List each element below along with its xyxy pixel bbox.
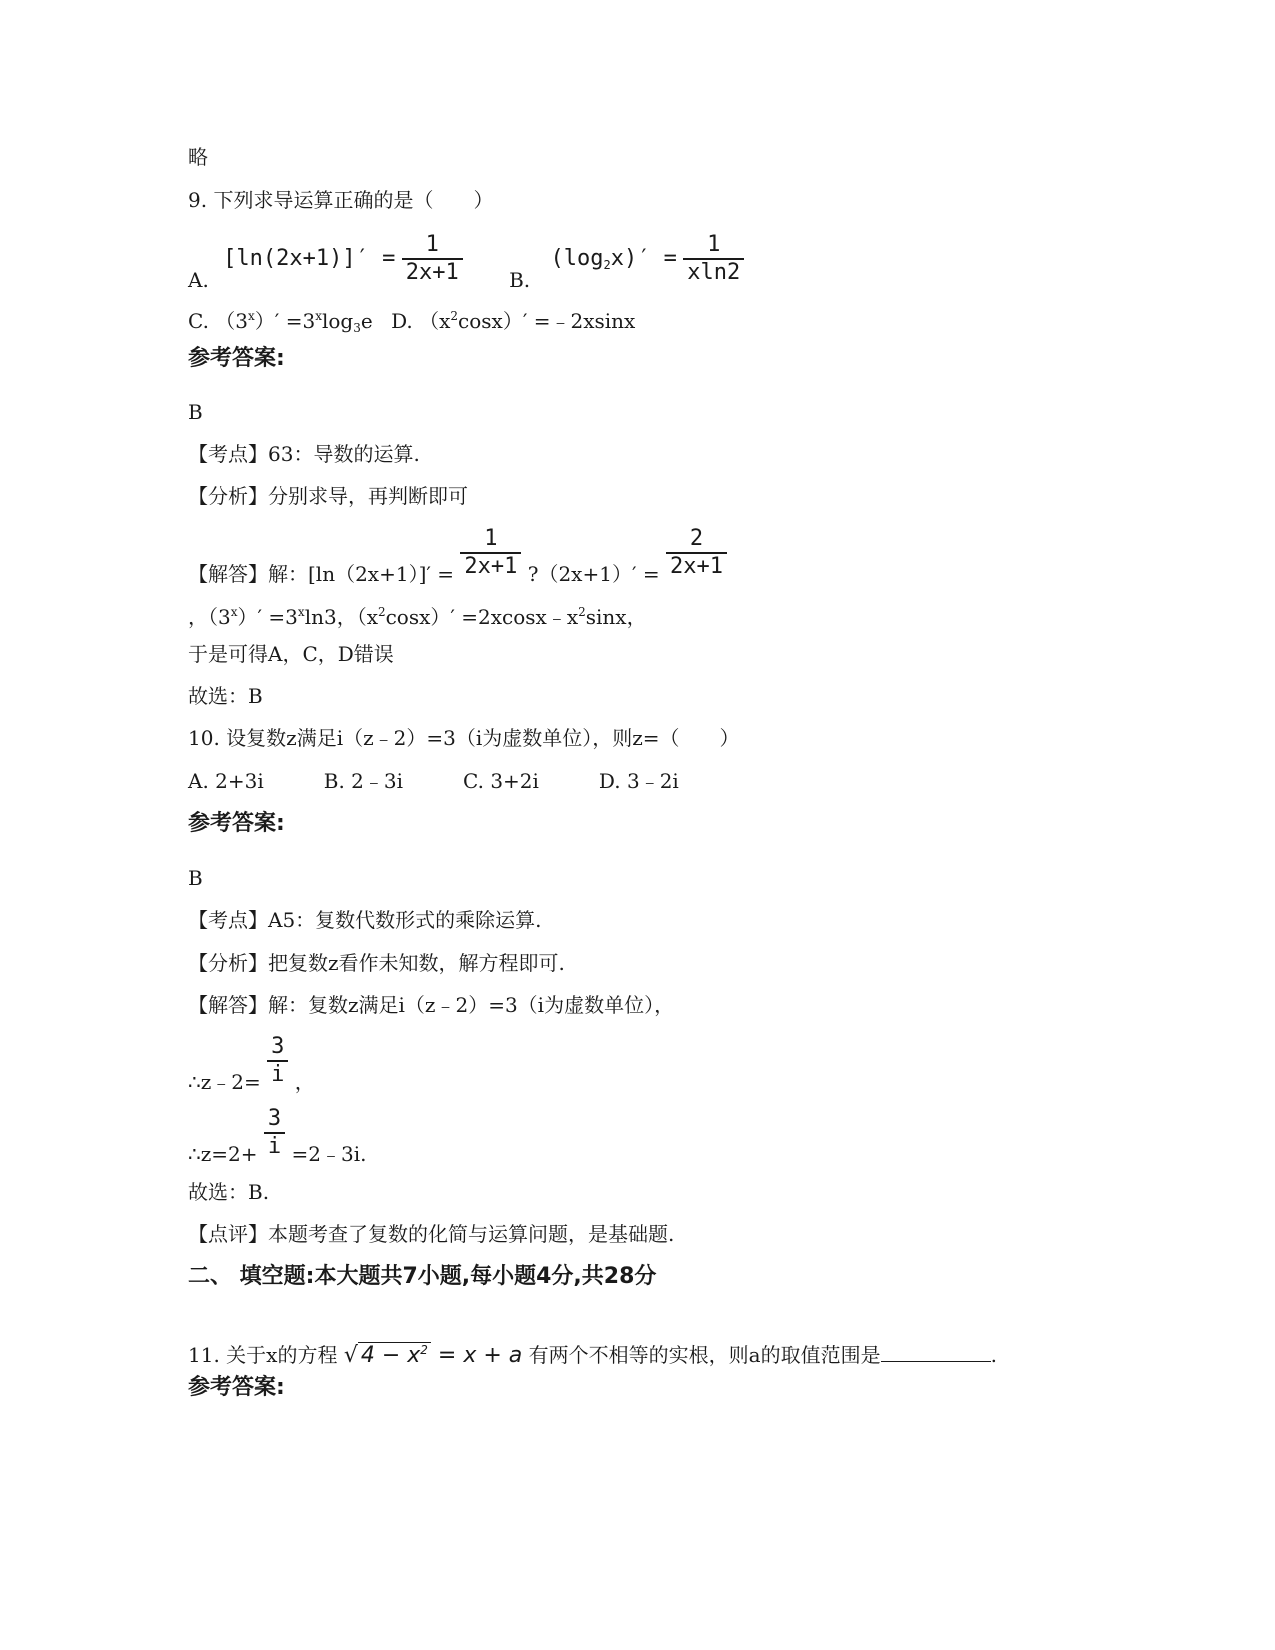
option-b-label: B.	[509, 267, 531, 292]
solution-2: 【解答】解：复数z满足i（z﹣2）=3（i为虚数单位），	[188, 993, 675, 1017]
solution-1: 【解答】解：[ln（2x+1）]′ = $\frac{1}{2x+1}$ ?（2x+1）′ = $\frac{2}{2x+1}$	[188, 526, 727, 580]
solution-1-fraction-2: $\frac{2}{2x+1}$	[666, 526, 727, 580]
option-a-label: A.	[188, 267, 209, 292]
key-point-1: 【考点】63：导数的运算.	[188, 442, 420, 466]
question-9: 9. 下列求导运算正确的是（ ）	[188, 188, 494, 212]
choice-1: 故选：B	[188, 684, 263, 708]
conclusion-1: 于是可得A，C，D错误	[188, 642, 394, 666]
solution-1-continued: ，$(3^x)' =3^x\ln 3$，$(x^2\cos x)'$ $=2xcosx﹣x^2\sin x$，	[188, 605, 647, 629]
question-9-options-cd: C. $(3^x)' =3^x\log_3e$ D. $(x^2\cos x)'$ =﹣2xsinx	[188, 309, 636, 335]
comment-2: 【点评】本题考查了复数的化简与运算问题，是基础题.	[188, 1222, 675, 1246]
solution-1-fraction-1: $\frac{1}{2x+1}$	[460, 526, 521, 580]
answer-1: B	[188, 400, 203, 424]
answer-heading-3: 参考答案:	[188, 1375, 285, 1400]
solution-2-step-1: ∴z﹣2= $\frac{3}{i}$ ，	[188, 1034, 315, 1094]
section-2-heading: 二、 填空题:本大题共7小题,每小题4分,共28分	[188, 1264, 657, 1289]
option-b-fraction	[683, 232, 744, 286]
answer-heading-1: 参考答案:	[188, 346, 285, 371]
option-a-fraction	[402, 232, 463, 286]
option-a-lhs: [ln(2x+1)]′ =	[223, 245, 396, 271]
answer-heading-2: 参考答案:	[188, 811, 285, 836]
answer-blank	[881, 1343, 991, 1362]
question-11: 11. 关于x的方程 √ $4 - x^2 = x + a$ 有两个不相等的实根，则a的取值范围是 .	[188, 1343, 997, 1368]
solution-2-step-2: ∴z=2+ $\frac{3}{i}$ =2﹣3i.	[188, 1106, 367, 1166]
option-a-denominator: 2x+1	[405, 260, 459, 285]
key-point-2: 【考点】A5：复数代数形式的乘除运算.	[188, 908, 542, 932]
question-10: 10. 设复数z满足i（z﹣2）=3（i为虚数单位），则z=（ ）	[188, 726, 740, 750]
sqrt-expression: √ $4 - x^2 = x + a$	[343, 1343, 523, 1368]
option-b-numerator: 1	[683, 232, 744, 260]
answer-2: B	[188, 866, 203, 890]
question-9-options-ab	[188, 232, 744, 292]
analysis-2: 【分析】把复数z看作未知数，解方程即可.	[188, 951, 565, 975]
analysis-1: 【分析】分别求导，再判断即可	[188, 484, 468, 508]
step-2-fraction: $\frac{3}{i}$	[264, 1106, 285, 1160]
option-b-lhs: $(\log_2x)'$ =	[550, 245, 677, 272]
step-1-fraction: $\frac{3}{i}$	[267, 1034, 288, 1088]
option-a-numerator: 1	[402, 232, 463, 260]
omitted-note: 略	[188, 145, 208, 169]
question-10-options: A. 2+3i B. 2﹣3i C. 3+2i D. 3﹣2i	[188, 769, 679, 793]
option-b-denominator: xln2	[687, 260, 741, 285]
choice-2: 故选：B.	[188, 1180, 270, 1204]
